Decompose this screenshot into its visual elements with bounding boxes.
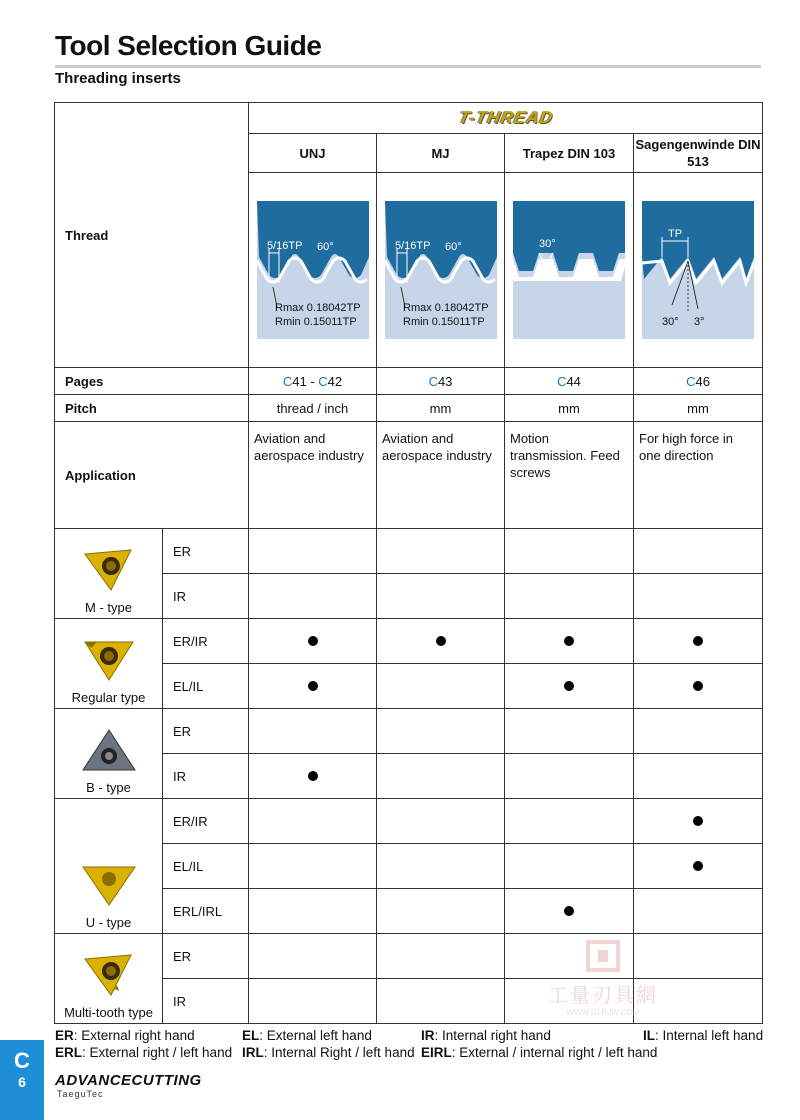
watermark-text: 工量刃具網 xyxy=(548,985,658,1007)
availability-cell xyxy=(249,934,377,979)
diagram-label: Rmax 0.18042TP xyxy=(274,302,361,314)
availability-cell xyxy=(377,979,505,1024)
application-row-label: Application xyxy=(55,422,249,529)
diagram-label: 60° xyxy=(316,241,334,253)
available-dot-icon xyxy=(693,636,703,646)
legend-item: IL: Internal left hand xyxy=(643,1028,764,1043)
thread-profile-diagram-trapez xyxy=(505,173,634,368)
availability-cell xyxy=(505,889,634,934)
pitch-row-label: Pitch xyxy=(55,395,249,422)
availability-cell xyxy=(505,529,634,574)
insert-image-icon xyxy=(55,546,162,594)
page-ref[interactable]: 43 xyxy=(437,373,453,389)
availability-cell xyxy=(505,799,634,844)
diagram-label: Rmax 0.18042TP xyxy=(402,302,489,314)
pages-row-label: Pages xyxy=(55,368,249,395)
diagram-label: 5/16TP xyxy=(266,240,302,252)
application-cell: For high force in one direction xyxy=(634,422,763,529)
pitch-cell: mm xyxy=(505,395,634,422)
thread-profile-diagram-mj xyxy=(377,173,505,368)
availability-cell xyxy=(505,574,634,619)
availability-cell xyxy=(249,619,377,664)
insert-type-cell xyxy=(55,799,163,934)
availability-cell xyxy=(377,754,505,799)
hand-code-cell: ER/IR xyxy=(163,619,249,664)
availability-cell xyxy=(505,844,634,889)
availability-cell xyxy=(634,844,763,889)
insert-row xyxy=(55,619,763,664)
insert-image-icon xyxy=(55,861,162,909)
page-ref[interactable]: 41 xyxy=(292,373,307,389)
availability-cell xyxy=(249,754,377,799)
hand-code-cell: IR xyxy=(163,574,249,619)
availability-cell xyxy=(377,664,505,709)
pages-cell: C44 xyxy=(505,368,634,395)
chapter-tab xyxy=(0,1040,44,1120)
availability-cell xyxy=(505,619,634,664)
insert-type-cell xyxy=(55,619,163,709)
diagram-label: 30° xyxy=(662,316,679,328)
legend-item: ERL: External right / left hand xyxy=(55,1045,233,1060)
available-dot-icon xyxy=(436,636,446,646)
column-header: Sagengenwinde DIN 513 xyxy=(634,134,763,173)
availability-cell xyxy=(505,754,634,799)
pages-cell: C43 xyxy=(377,368,505,395)
hand-code-cell: EL/IL xyxy=(163,664,249,709)
availability-cell xyxy=(634,754,763,799)
thread-profile-diagram-din513 xyxy=(634,173,763,368)
company-logo xyxy=(55,1072,202,1099)
application-cell: Motion transmission. Feed screws xyxy=(505,422,634,529)
availability-cell xyxy=(634,664,763,709)
watermark-logo-icon xyxy=(578,940,628,974)
pages-cell: C46 xyxy=(634,368,763,395)
availability-cell xyxy=(249,844,377,889)
hand-code-cell: EL/IL xyxy=(163,844,249,889)
diagram-label: 30° xyxy=(539,238,556,250)
available-dot-icon xyxy=(693,681,703,691)
diagram-label: Rmin 0.15011TP xyxy=(402,316,485,328)
availability-cell xyxy=(634,574,763,619)
legend-item: EL: External left hand xyxy=(242,1028,372,1043)
insert-row xyxy=(55,529,763,574)
thread-row-label: Thread xyxy=(55,103,249,368)
diagram-label: 5/16TP xyxy=(394,240,430,252)
hand-code-cell: ER xyxy=(163,529,249,574)
column-header: MJ xyxy=(377,134,505,173)
availability-cell xyxy=(634,889,763,934)
availability-cell xyxy=(377,619,505,664)
available-dot-icon xyxy=(308,636,318,646)
available-dot-icon xyxy=(308,771,318,781)
hand-code-cell: IR xyxy=(163,979,249,1024)
page-title: Tool Selection Guide xyxy=(55,30,322,61)
column-header: Trapez DIN 103 xyxy=(505,134,634,173)
availability-cell xyxy=(249,709,377,754)
logo-sub-text: TaeguTec xyxy=(57,1089,104,1099)
availability-cell xyxy=(634,799,763,844)
page-subtitle: Threading inserts xyxy=(55,70,181,87)
available-dot-icon xyxy=(564,681,574,691)
availability-cell xyxy=(249,529,377,574)
application-cell: Aviation and aerospace industry xyxy=(249,422,377,529)
availability-cell xyxy=(505,709,634,754)
t-thread-logo: T-THREAD xyxy=(456,108,555,127)
insert-image-icon xyxy=(55,636,162,684)
available-dot-icon xyxy=(564,636,574,646)
insert-type-cell xyxy=(55,709,163,799)
diagram-label: 3° xyxy=(694,316,705,328)
availability-cell xyxy=(634,619,763,664)
pitch-cell: mm xyxy=(377,395,505,422)
column-header: UNJ xyxy=(249,134,377,173)
availability-cell xyxy=(249,979,377,1024)
insert-image-icon xyxy=(55,726,162,774)
availability-cell xyxy=(377,574,505,619)
insert-type-label: U - type xyxy=(85,915,132,930)
availability-cell xyxy=(377,889,505,934)
diagram-label: Rmin 0.15011TP xyxy=(274,316,357,328)
availability-cell xyxy=(249,799,377,844)
insert-image-icon xyxy=(55,951,162,999)
hand-code-cell: ER xyxy=(163,934,249,979)
availability-cell xyxy=(249,664,377,709)
threading-guide-table xyxy=(54,102,763,1024)
diagram-label: 60° xyxy=(444,241,462,253)
application-cell: Aviation and aerospace industry xyxy=(377,422,505,529)
availability-cell xyxy=(505,664,634,709)
watermark xyxy=(533,940,673,1017)
diagram-label: TP xyxy=(668,228,683,240)
insert-type-label: Regular type xyxy=(71,690,146,705)
insert-type-cell xyxy=(55,529,163,619)
page-ref[interactable]: 46 xyxy=(695,373,710,389)
legend-item: ER: External right hand xyxy=(55,1028,195,1043)
legend xyxy=(55,1027,765,1061)
insert-type-label: M - type xyxy=(85,600,132,615)
insert-row xyxy=(55,709,763,754)
pages-cell: C41 - C42 xyxy=(249,368,377,395)
availability-cell xyxy=(377,709,505,754)
availability-cell xyxy=(377,934,505,979)
available-dot-icon xyxy=(564,906,574,916)
available-dot-icon xyxy=(693,816,703,826)
insert-type-cell xyxy=(55,934,163,1024)
legend-item: EIRL: External / internal right / left hand xyxy=(421,1045,658,1060)
availability-cell xyxy=(634,709,763,754)
availability-cell xyxy=(377,799,505,844)
availability-cell xyxy=(634,529,763,574)
hand-code-cell: ER/IR xyxy=(163,799,249,844)
legend-item: IR: Internal right hand xyxy=(421,1028,551,1043)
availability-cell xyxy=(249,574,377,619)
availability-cell xyxy=(377,529,505,574)
page-number: 6 xyxy=(18,1074,26,1090)
pitch-cell: mm xyxy=(634,395,763,422)
watermark-url: WWW.GLRJW.COM xyxy=(566,1008,640,1017)
legend-item: IRL: Internal Right / left hand xyxy=(242,1045,415,1060)
chapter-letter: C xyxy=(14,1048,30,1073)
hand-code-cell: IR xyxy=(163,754,249,799)
page-ref[interactable]: 42 xyxy=(327,373,343,389)
brand-cell xyxy=(249,103,763,134)
title-divider xyxy=(55,65,761,68)
page-ref[interactable]: 44 xyxy=(566,373,581,389)
available-dot-icon xyxy=(308,681,318,691)
logo-main-text: ADVANCECUTTING xyxy=(55,1072,202,1089)
insert-type-label: Multi-tooth type xyxy=(64,1005,153,1020)
availability-cell xyxy=(249,889,377,934)
pitch-cell: thread / inch xyxy=(249,395,377,422)
hand-code-cell: ERL/IRL xyxy=(163,889,249,934)
insert-type-label: B - type xyxy=(86,780,131,795)
insert-row xyxy=(55,799,763,844)
thread-profile-diagram-unj xyxy=(249,173,377,368)
available-dot-icon xyxy=(693,861,703,871)
hand-code-cell: ER xyxy=(163,709,249,754)
availability-cell xyxy=(377,844,505,889)
